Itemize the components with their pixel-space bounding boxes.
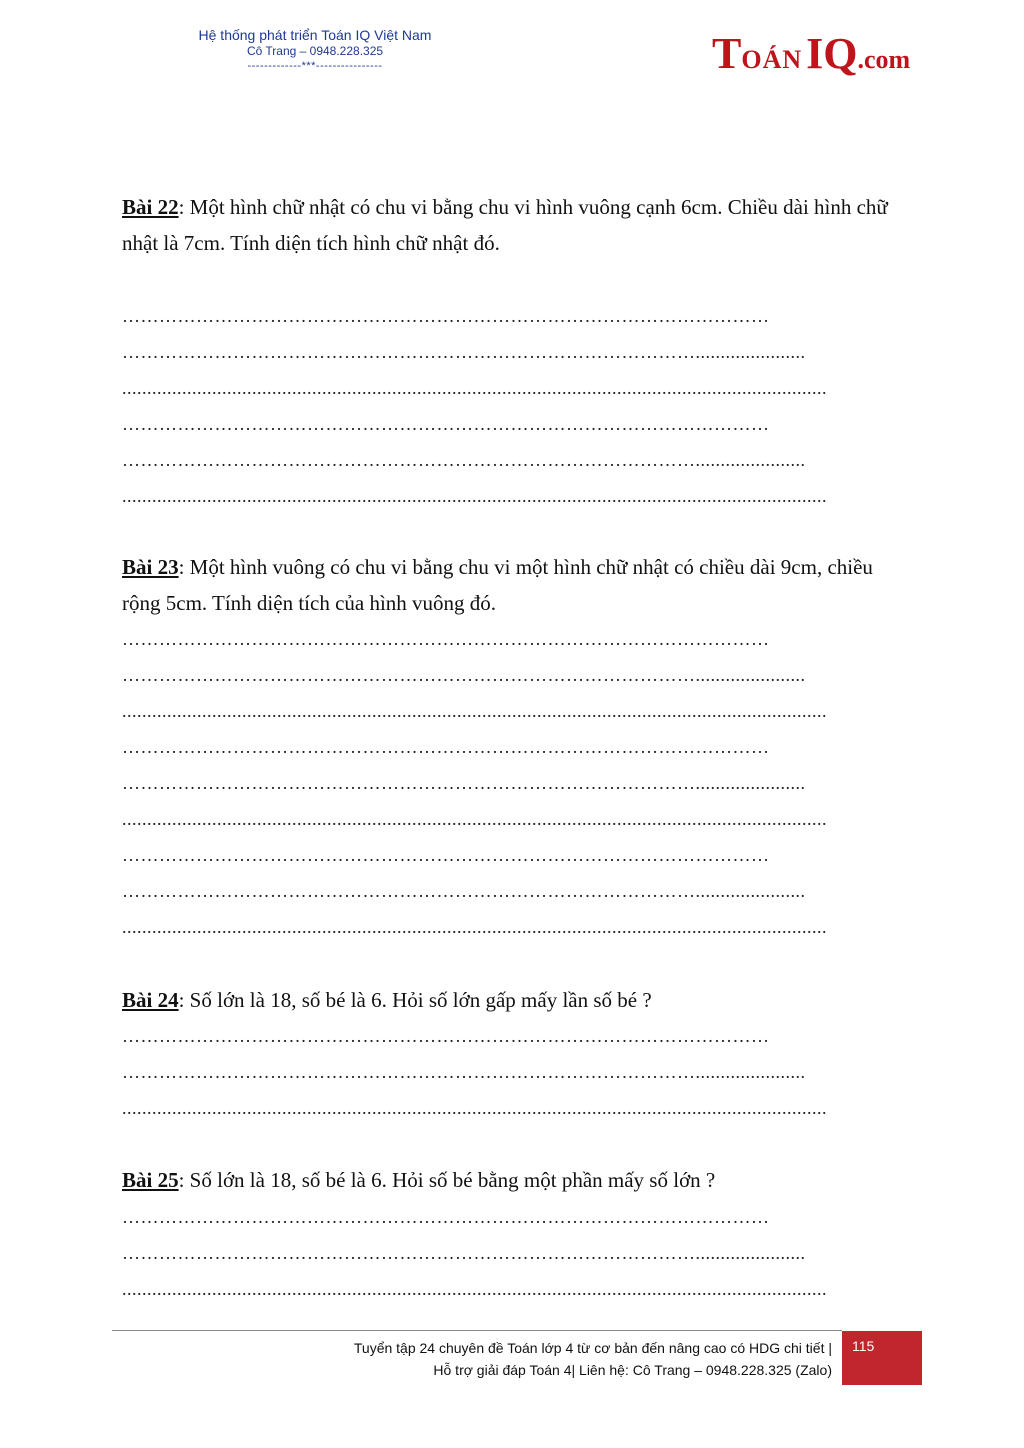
header-org: Hệ thống phát triển Toán IQ Việt Nam xyxy=(198,27,432,43)
problem-label: Bài 23 xyxy=(122,555,179,579)
answer-line: …………………………………………………………………………………………… xyxy=(122,737,770,757)
answer-line: ............................................................................................................................................. xyxy=(122,378,827,398)
answer-line: ............................................................................................................................................. xyxy=(122,809,827,829)
answer-line: …………………………………………………………………………………...................... xyxy=(122,881,806,901)
problem-22 xyxy=(122,189,912,261)
answer-line: …………………………………………………………………………………………… xyxy=(122,845,770,865)
answer-line: ............................................................................................................................................. xyxy=(122,701,827,721)
logo-part-com: .com xyxy=(857,45,911,74)
footer-text xyxy=(250,1337,832,1381)
problem-text: : Một hình chữ nhật có chu vi bằng chu vi hình vuông cạnh 6cm. Chiều dài hình chữ nhật là 7cm. Tính diện tích hình chữ nhật đó. xyxy=(122,195,888,255)
answer-line: …………………………………………………………………………………………… xyxy=(122,414,770,434)
answer-line: …………………………………………………………………………………...................... xyxy=(122,665,806,685)
answer-line: ............................................................................................................................................. xyxy=(122,917,827,937)
problem-label: Bài 24 xyxy=(122,988,179,1012)
answer-line: ............................................................................................................................................. xyxy=(122,1098,827,1118)
problem-text: : Số lớn là 18, số bé là 6. Hỏi số lớn gấp mấy lần số bé ? xyxy=(178,988,652,1012)
logo-part-iq: IQ xyxy=(806,29,858,78)
answer-line: …………………………………………………………………………………………… xyxy=(122,306,770,326)
answer-line: …………………………………………………………………………………...................... xyxy=(122,1062,806,1082)
page-number: 115 xyxy=(852,1338,875,1354)
header-info xyxy=(130,26,500,73)
problem-text: : Số lớn là 18, số bé là 6. Hỏi số bé bằng một phần mấy số lớn ? xyxy=(178,1168,716,1192)
answer-line: ............................................................................................................................................. xyxy=(122,1279,827,1299)
problem-23 xyxy=(122,549,882,621)
answer-line: …………………………………………………………………………………...................... xyxy=(122,1243,806,1263)
answer-line: …………………………………………………………………………………………… xyxy=(122,1026,770,1046)
answer-line: …………………………………………………………………………………………… xyxy=(122,1207,770,1227)
logo-part-t: T xyxy=(712,29,742,78)
answer-line: …………………………………………………………………………………...................... xyxy=(122,450,806,470)
logo-part-oan: OÁN xyxy=(741,45,803,74)
answer-line: ............................................................................................................................................. xyxy=(122,486,827,506)
header-contact: Cô Trang – 0948.228.325 xyxy=(246,44,384,58)
toaniq-logo xyxy=(712,28,910,84)
footer-line-2: Hỗ trợ giải đáp Toán 4| Liên hệ: Cô Trang – 0948.228.325 (Zalo) xyxy=(433,1362,832,1378)
problem-text: : Một hình vuông có chu vi bằng chu vi một hình chữ nhật có chiều dài 9cm, chiều rộng 5cm. Tính diện tích của hình vuông đó. xyxy=(122,555,873,615)
problem-label: Bài 25 xyxy=(122,1168,179,1192)
problem-24 xyxy=(122,982,912,1018)
header-separator: -------------***---------------- xyxy=(247,60,383,72)
footer-divider xyxy=(112,1330,842,1331)
problem-25 xyxy=(122,1162,912,1198)
answer-line: …………………………………………………………………………………...................... xyxy=(122,773,806,793)
answer-line: …………………………………………………………………………………...................... xyxy=(122,342,806,362)
footer-line-1: Tuyển tập 24 chuyên đề Toán lớp 4 từ cơ bản đến nâng cao có HDG chi tiết | xyxy=(353,1340,832,1356)
answer-line: …………………………………………………………………………………………… xyxy=(122,629,770,649)
problem-label: Bài 22 xyxy=(122,195,179,219)
